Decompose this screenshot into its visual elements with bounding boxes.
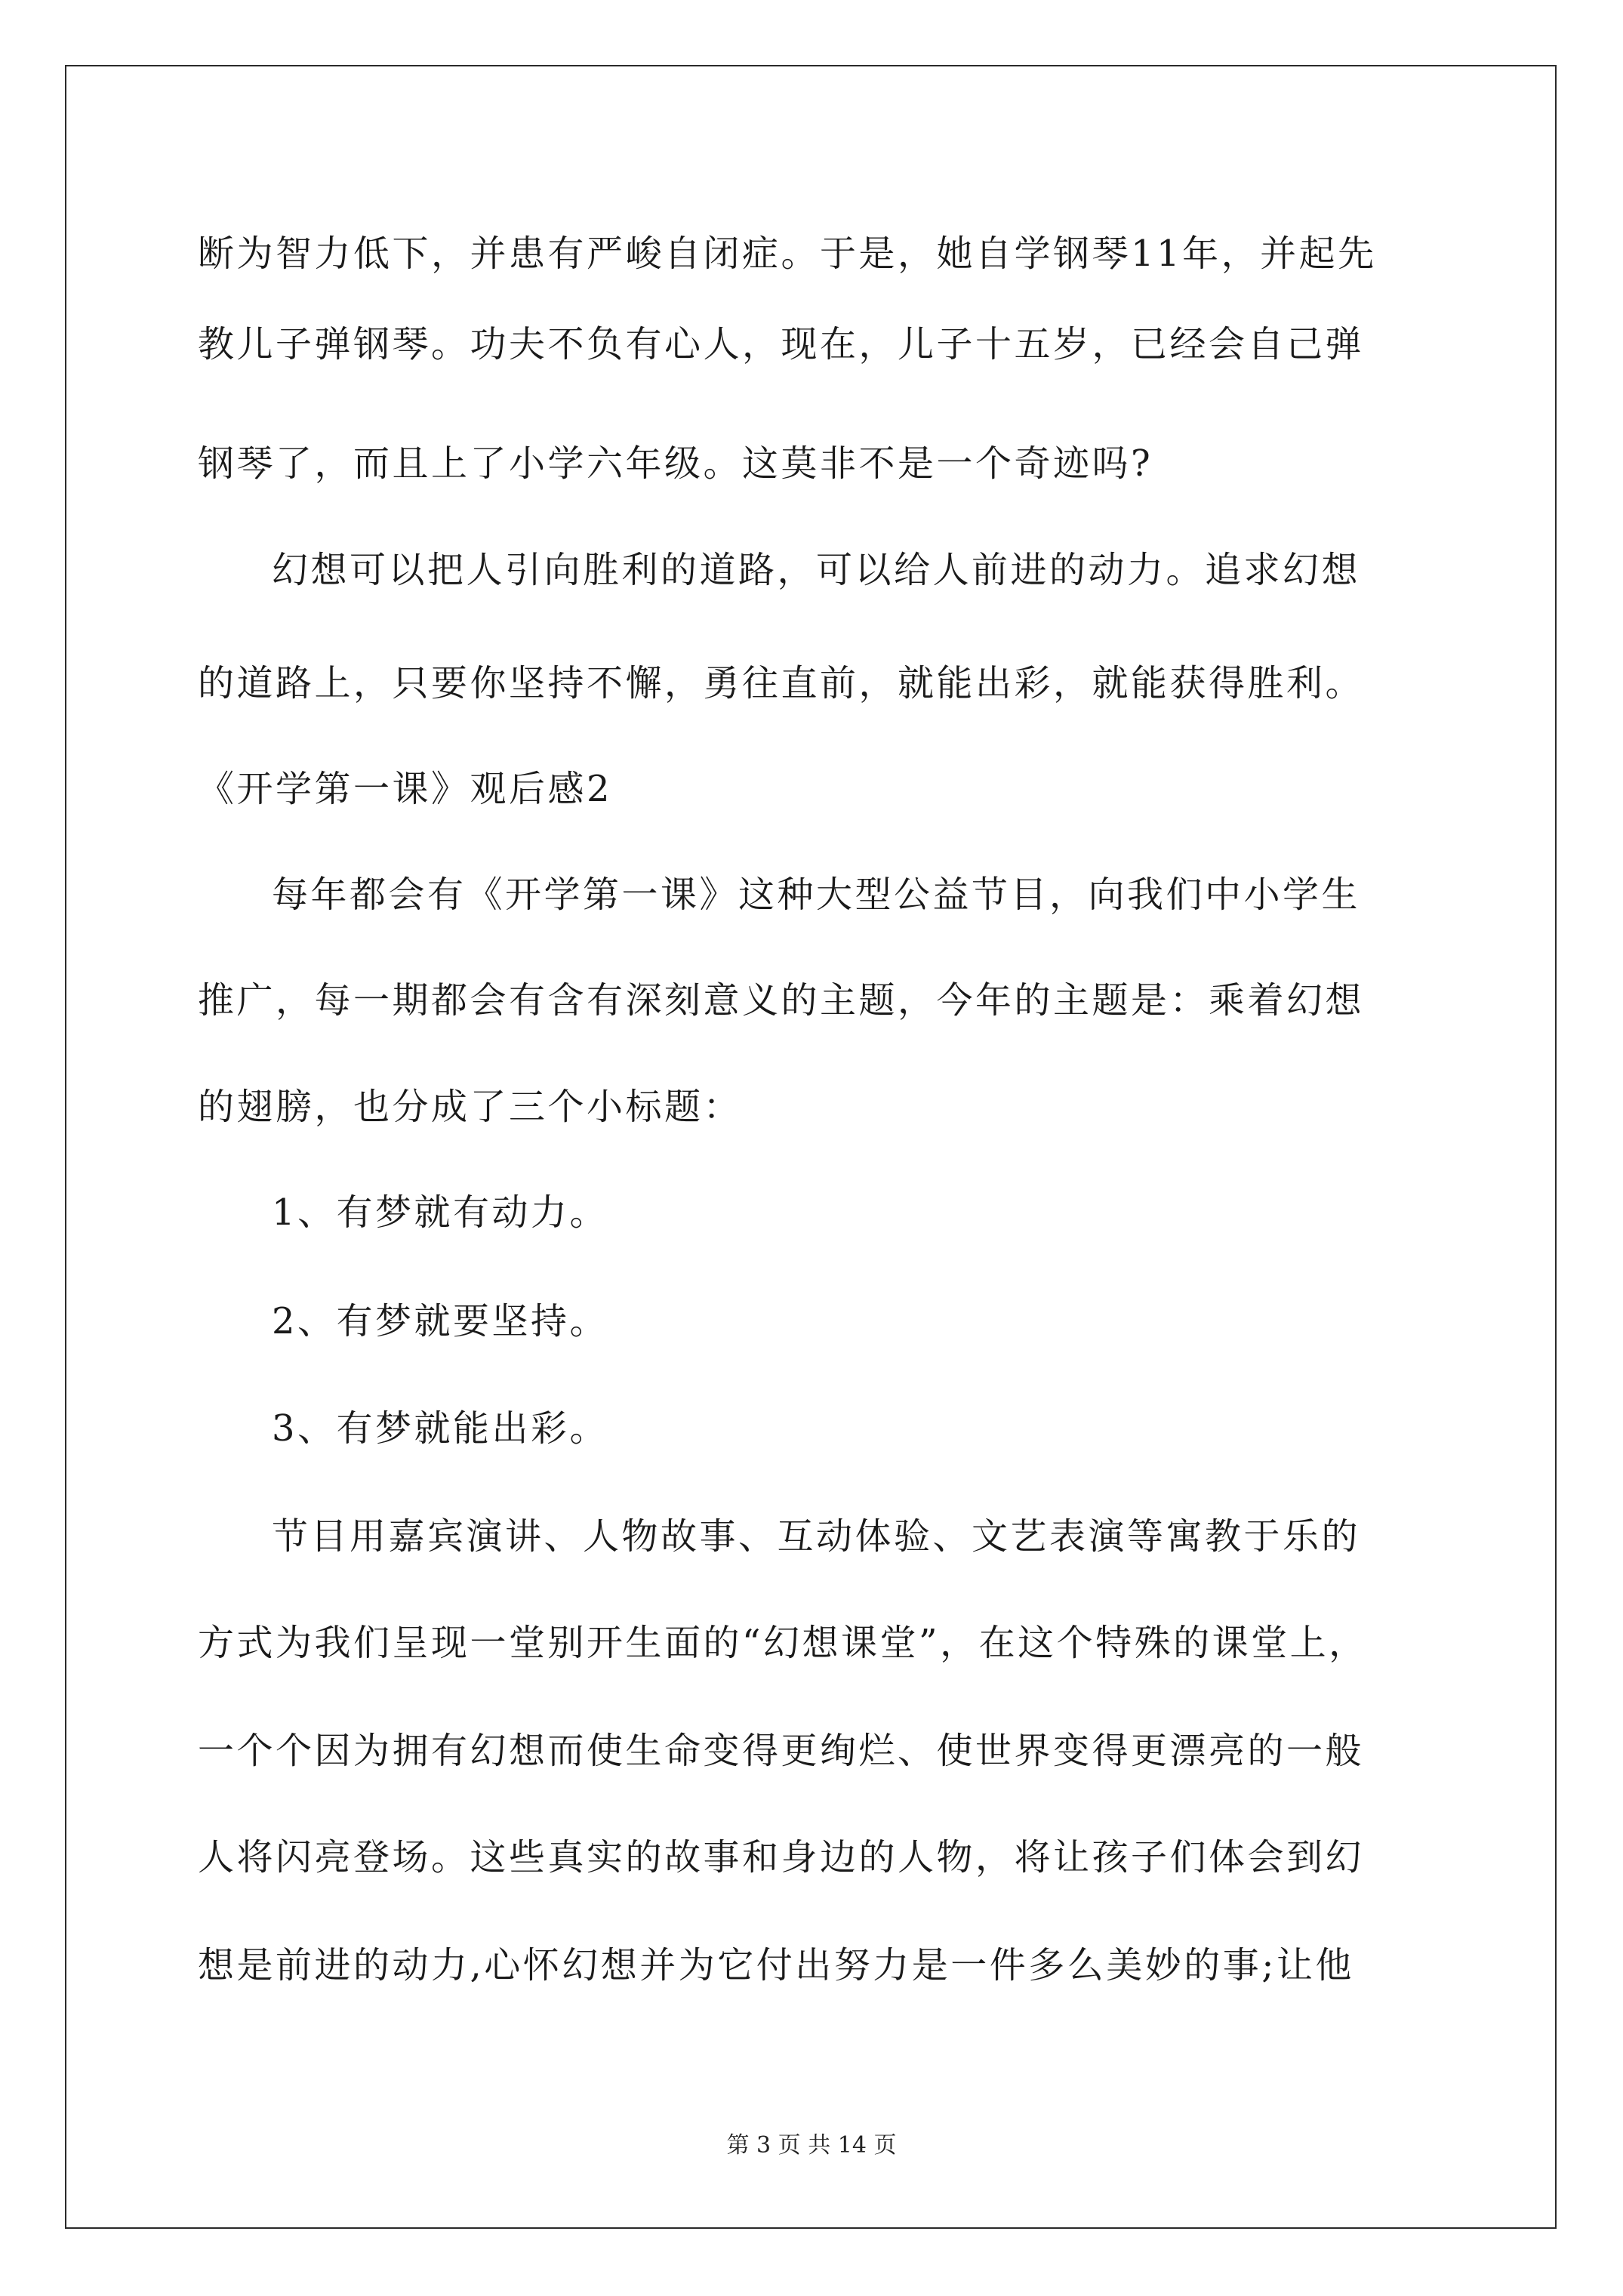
page-border [65, 65, 1557, 2229]
paragraph-first-line: 节目用嘉宾演讲、人物故事、互动体验、文艺表演等寓教于乐的 [272, 1515, 1361, 1558]
text-line: 的翅膀，也分成了三个小标题： [198, 1086, 743, 1128]
section-heading: 《开学第一课》观后感2 [198, 768, 613, 810]
text-line: 断为智力低下，并患有严峻自闭症。于是，她自学钢琴11年，并起先 [198, 233, 1377, 275]
text-line: 的道路上，只要你坚持不懈，勇往直前，就能出彩，就能获得胜利。 [198, 662, 1365, 704]
list-item: 1、有梦就有动力。 [272, 1191, 609, 1234]
paragraph-first-line: 每年都会有《开学第一课》这种大型公益节目，向我们中小学生 [272, 874, 1361, 916]
text-line: 一个个因为拥有幻想而使生命变得更绚烂、使世界变得更漂亮的一般 [198, 1730, 1365, 1772]
list-item: 2、有梦就要坚持。 [272, 1300, 609, 1342]
list-item: 3、有梦就能出彩。 [272, 1407, 609, 1450]
paragraph-first-line: 幻想可以把人引向胜利的道路，可以给人前进的动力。追求幻想 [272, 549, 1361, 591]
page-number-footer: 第 3 页 共 14 页 [726, 2132, 897, 2159]
text-line: 钢琴了，而且上了小学六年级。这莫非不是一个奇迹吗? [198, 442, 1153, 485]
text-line: 想是前进的动力,心怀幻想并为它付出努力是一件多么美妙的事;让他 [198, 1944, 1354, 1986]
text-line: 教儿子弹钢琴。功夫不负有心人，现在，儿子十五岁，已经会自己弹 [198, 323, 1365, 365]
text-line: 推广，每一期都会有含有深刻意义的主题，今年的主题是：乘着幻想 [198, 979, 1365, 1022]
text-line: 人将闪亮登场。这些真实的故事和身边的人物，将让孩子们体会到幻 [198, 1836, 1365, 1878]
text-line: 方式为我们呈现一堂别开生面的“幻想课堂”，在这个特殊的课堂上， [198, 1622, 1368, 1664]
